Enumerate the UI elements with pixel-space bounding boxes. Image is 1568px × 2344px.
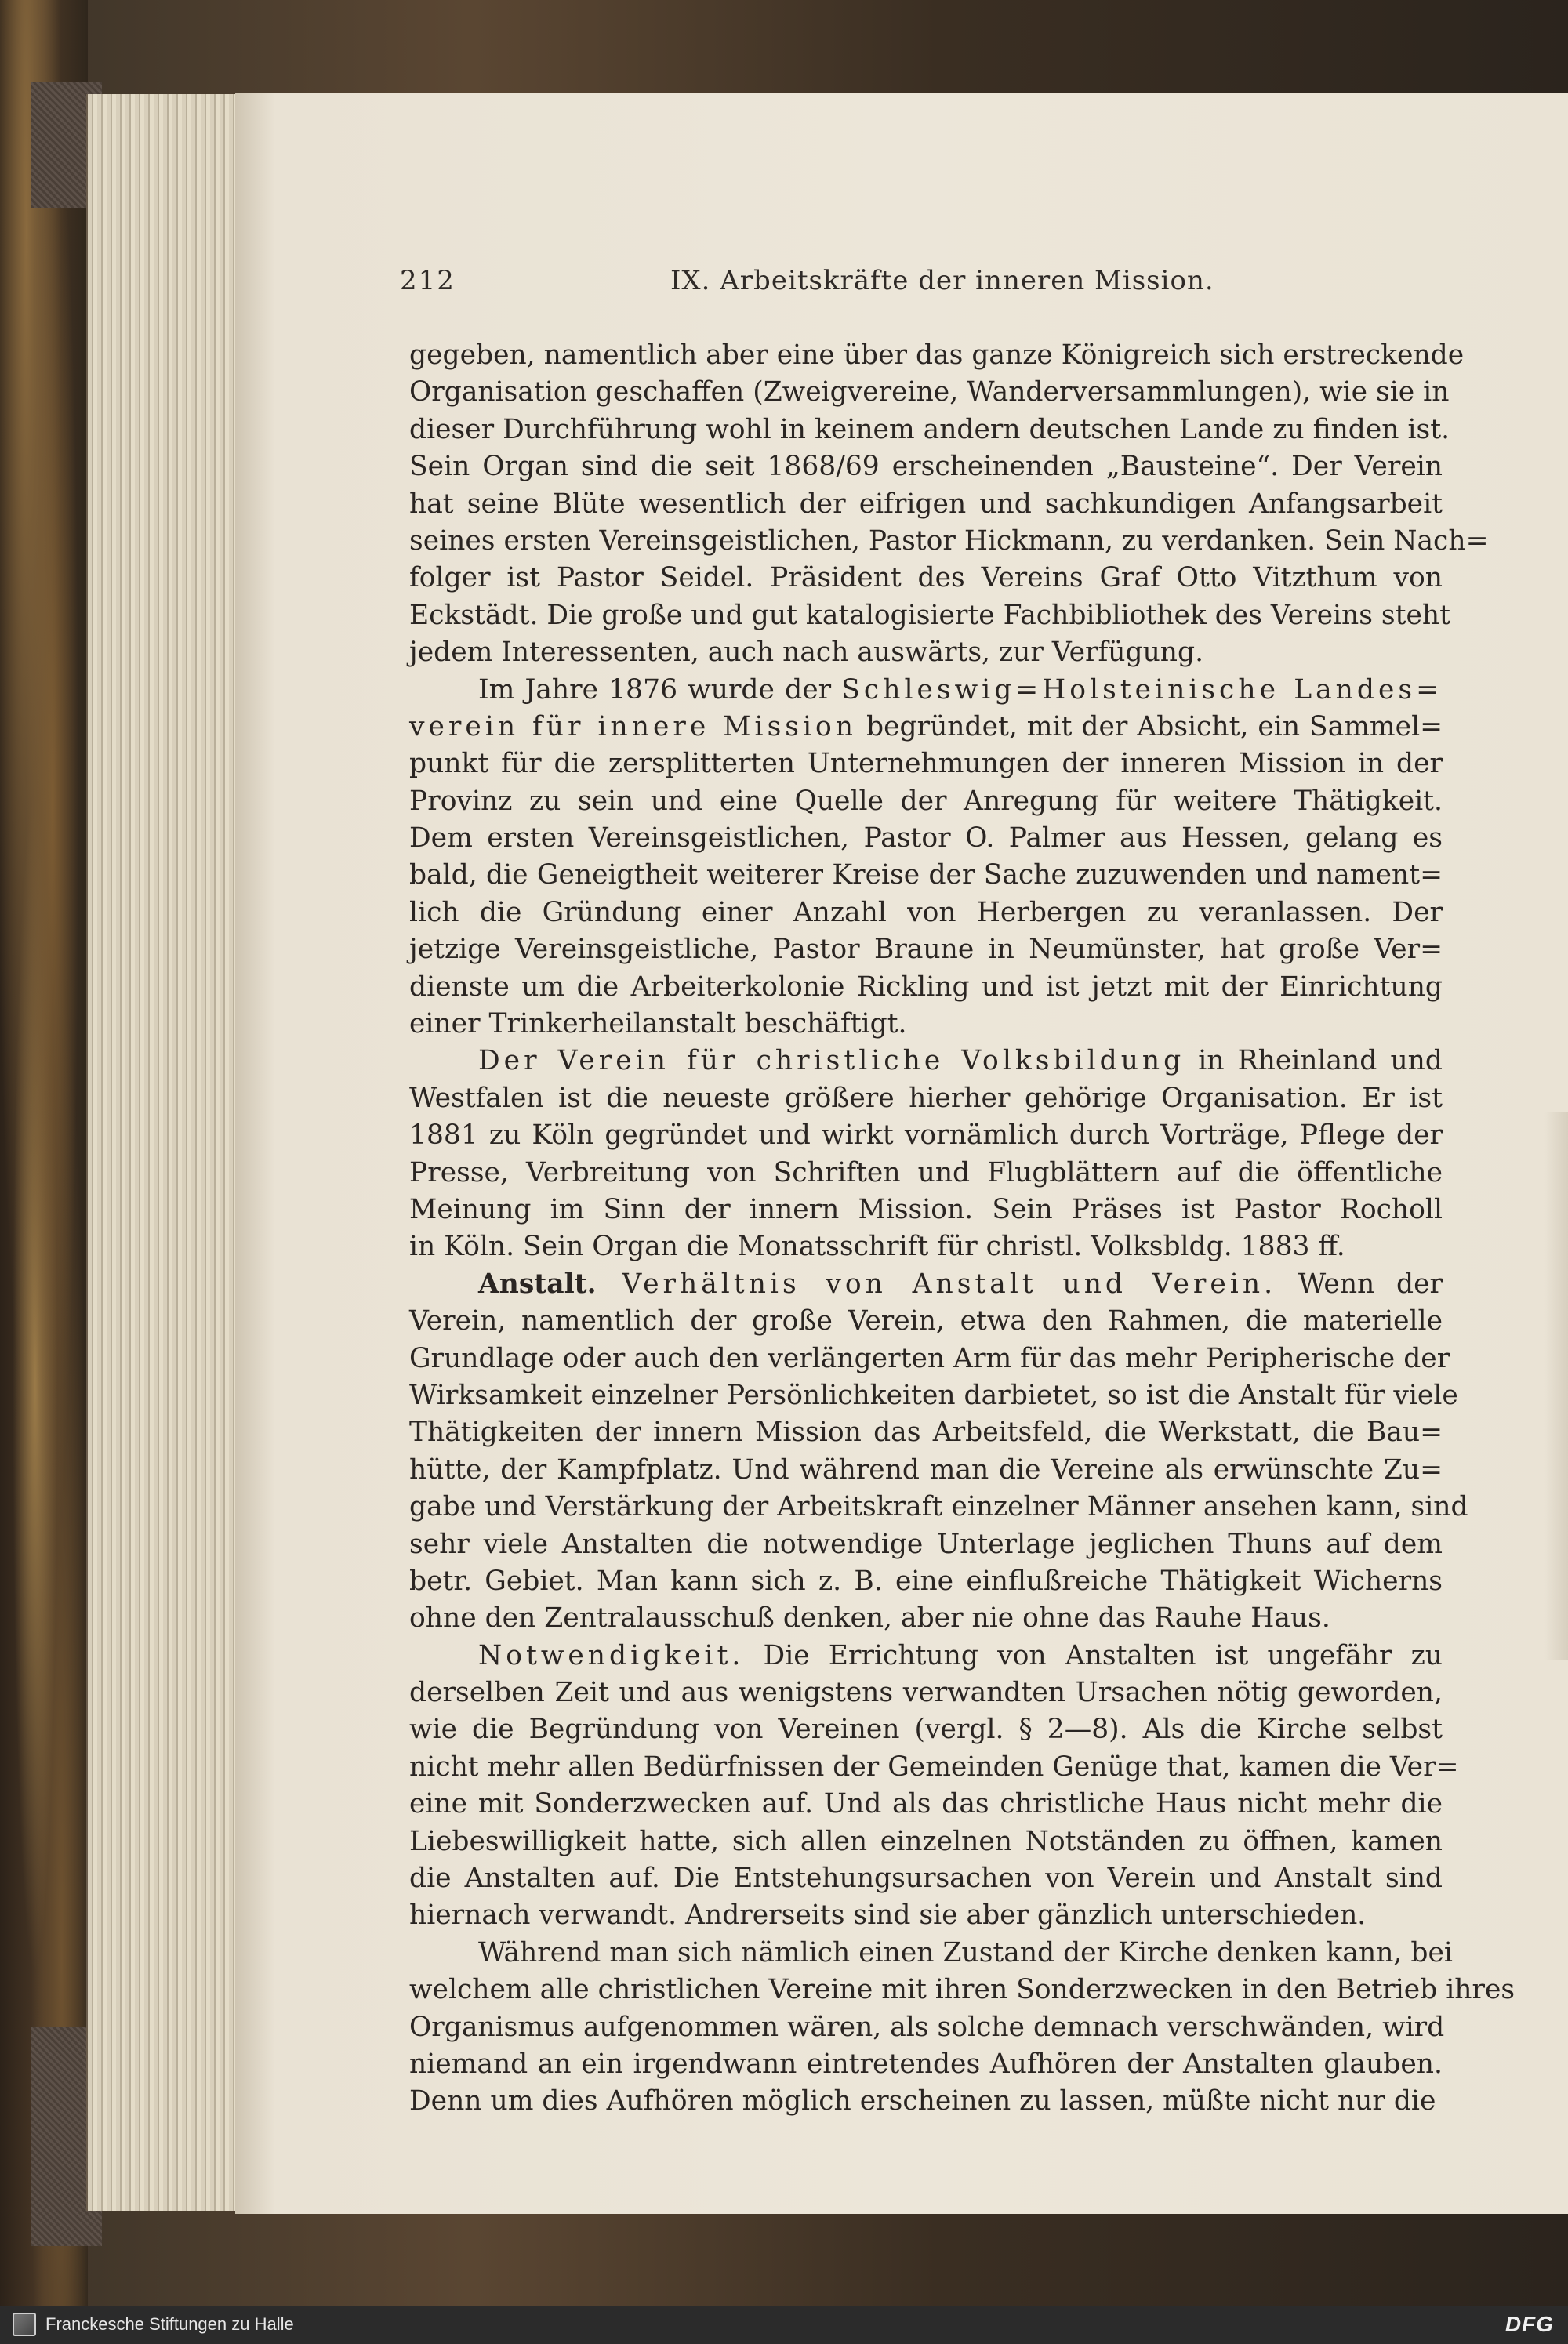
line-text: Meinung im Sinn der innern Mission. Sein Präses ist Pastor Rocholl xyxy=(409,1193,1443,1225)
text-line xyxy=(409,1786,1443,1823)
line-text: gegeben, namentlich aber eine über das ganze Königreich sich erstreckende xyxy=(409,339,1465,371)
line-text: begründet, mit der Absicht, ein Sammel= xyxy=(857,710,1443,742)
line-text: Während man sich nämlich einen Zustand der Kirche denken kann, bei xyxy=(478,1936,1453,1968)
text-line xyxy=(409,2009,1443,2046)
line-text: bald, die Geneigtheit weiterer Kreise der Sache zuzuwenden und nament= xyxy=(409,859,1443,891)
line-text: Westfalen ist die neueste größere hierher gehörige Organisation. Er ist xyxy=(409,1082,1443,1114)
page-stack-edge xyxy=(86,94,245,2211)
line-text: gabe und Verstärkung der Arbeitskraft einzelner Männer ansehen kann, sind xyxy=(409,1491,1468,1523)
text-line xyxy=(409,1341,1450,1377)
text-line xyxy=(409,783,1443,820)
text-line xyxy=(409,1972,1515,2008)
text-line xyxy=(409,1600,1443,1637)
text-line xyxy=(409,1452,1443,1489)
running-title: IX. Arbeitskräfte der inneren Mission. xyxy=(670,265,1214,296)
text-line xyxy=(409,1563,1443,1600)
text-line xyxy=(409,1266,1443,1303)
line-text: 1881 zu Köln gegründet und wirkt vornämlich durch Vorträge, Pflege der xyxy=(409,1119,1443,1152)
line-text: hütte, der Kampfplatz. Und während man die Vereine als erwünschte Zu= xyxy=(409,1453,1443,1486)
text-line xyxy=(409,1303,1443,1340)
text-line xyxy=(409,857,1443,894)
line-text: hiernach verwandt. Andrerseits sind sie aber gänzlich unterschieden. xyxy=(409,1900,1367,1932)
footer-institution: Franckesche Stiftungen zu Halle xyxy=(45,2314,294,2334)
text-line xyxy=(409,1711,1443,1748)
line-text: Wenn der xyxy=(1276,1268,1443,1300)
section-heading: Anstalt. xyxy=(478,1268,597,1300)
spaced-emphasis: verein für innere Mission xyxy=(409,710,858,742)
text-line xyxy=(409,672,1443,709)
text-line xyxy=(409,969,1443,1006)
line-text: Organismus aufgenommen wären, als solche demnach verschwänden, wird xyxy=(409,2011,1445,2043)
body-text xyxy=(409,337,1515,2121)
line-text: Wirksamkeit einzelner Persönlichkeiten darbietet, so ist die Anstalt für viele xyxy=(409,1379,1458,1411)
text-line xyxy=(409,1228,1443,1265)
line-text: eine mit Sonderzwecken auf. Und als das christliche Haus nicht mehr die xyxy=(409,1788,1443,1820)
line-text: Verein, namentlich der große Verein, etwa den Rahmen, die materielle xyxy=(409,1305,1443,1337)
line-text: punkt für die zersplitterten Unternehmungen der inneren Mission in der xyxy=(409,748,1443,780)
line-text: hat seine Blüte wesentlich der eifrigen und sachkundigen Anfangsarbeit xyxy=(409,488,1443,520)
spaced-emphasis: Schleswig=Holsteinische Landes= xyxy=(841,673,1443,706)
line-text: die Anstalten auf. Die Entstehungsursachen von Verein und Anstalt sind xyxy=(409,1863,1443,1895)
text-line xyxy=(409,820,1443,857)
spaced-emphasis: Der Verein für christliche Volksbildung xyxy=(478,1045,1185,1077)
line-text: in Rheinland und xyxy=(1185,1045,1443,1077)
text-line xyxy=(409,412,1450,448)
text-line xyxy=(409,1749,1459,1786)
line-text: wie die Begründung von Vereinen (vergl. § 2—8). Als die Kirche selbst xyxy=(409,1714,1443,1746)
line-text: Eckstädt. Die große und gut katalogisierte Fachbibliothek des Vereins steht xyxy=(409,599,1450,631)
text-line xyxy=(409,1526,1443,1563)
line-text: Denn um dies Aufhören möglich erscheinen zu lassen, müßte nicht nur die xyxy=(409,2085,1436,2117)
footer-brand-logo: DFG xyxy=(1504,2312,1554,2336)
line-text: niemand an ein irgendwann eintretendes Aufhören der Anstalten glauben. xyxy=(409,2048,1443,2080)
line-text: Sein Organ sind die seit 1868/69 erscheinenden „Bausteine“. Der Verein xyxy=(409,451,1443,483)
text-line xyxy=(409,374,1450,411)
spaced-emphasis: Notwendigkeit. xyxy=(478,1639,745,1671)
text-line xyxy=(409,1823,1443,1860)
text-line xyxy=(409,1860,1443,1897)
line-text: Provinz zu sein und eine Quelle der Anregung für weitere Thätigkeit. xyxy=(409,785,1443,817)
text-line xyxy=(409,1414,1443,1451)
text-line xyxy=(409,486,1443,523)
line-text: Presse, Verbreitung von Schriften und Flugblättern auf die öffentliche xyxy=(409,1156,1443,1188)
page-edge-shadow xyxy=(1544,1112,1568,1660)
text-line xyxy=(409,1043,1443,1079)
line-text: seines ersten Vereinsgeistlichen, Pastor Hickmann, zu verdanken. Sein Nach= xyxy=(409,524,1489,557)
line-text: jedem Interessenten, auch nach auswärts, zur Verfügung. xyxy=(409,637,1204,669)
text-line xyxy=(409,1489,1468,1526)
line-text: Organisation geschaffen (Zweigvereine, Wanderversammlungen), wie sie in xyxy=(409,376,1450,408)
text-line xyxy=(409,2083,1443,2120)
spaced-emphasis: Verhältnis von Anstalt und Verein. xyxy=(596,1268,1277,1300)
text-line xyxy=(409,337,1465,374)
line-text: derselben Zeit und aus wenigstens verwandten Ursachen nötig geworden, xyxy=(409,1677,1443,1709)
line-text: folger ist Pastor Seidel. Präsident des Vereins Graf Otto Vitzthum von xyxy=(409,562,1443,594)
text-line xyxy=(409,597,1450,634)
line-text: jetzige Vereinsgeistliche, Pastor Braune in Neumünster, hat große Ver= xyxy=(409,934,1443,966)
line-text: Thätigkeiten der innern Mission das Arbeitsfeld, die Werkstatt, die Bau= xyxy=(409,1417,1443,1449)
page-number: 212 xyxy=(400,265,456,296)
line-text: in Köln. Sein Organ die Monatsschrift für christl. Volksbldg. 1883 ff. xyxy=(409,1231,1345,1263)
text-line xyxy=(409,931,1443,968)
text-line xyxy=(409,1897,1443,1934)
book-cover-edge xyxy=(0,0,88,2306)
text-line xyxy=(409,1935,1453,1972)
line-text: dienste um die Arbeiterkolonie Rickling und ist jetzt mit der Einrichtung xyxy=(409,971,1443,1003)
line-text: dieser Durchführung wohl in keinem andern deutschen Lande zu finden ist. xyxy=(409,413,1450,445)
line-text: ohne den Zentralausschuß denken, aber nie ohne das Rauhe Haus. xyxy=(409,1602,1330,1635)
text-line xyxy=(409,1192,1443,1228)
line-text: Grundlage oder auch den verlängerten Arm für das mehr Peripherische der xyxy=(409,1342,1450,1374)
text-line xyxy=(409,1675,1443,1711)
text-line xyxy=(409,894,1443,931)
line-text: einer Trinkerheilanstalt beschäftigt. xyxy=(409,1008,907,1040)
running-head xyxy=(400,265,1450,304)
text-line xyxy=(409,523,1489,560)
text-line xyxy=(409,560,1443,597)
line-text: Dem ersten Vereinsgeistlichen, Pastor O. Palmer aus Hessen, gelang es xyxy=(409,822,1443,855)
text-line xyxy=(409,1377,1458,1414)
text-line xyxy=(409,1638,1443,1675)
text-line xyxy=(409,709,1443,746)
line-text: welchem alle christlichen Vereine mit ihren Sonderzwecken in den Betrieb ihres xyxy=(409,1974,1515,2006)
line-text: Liebeswilligkeit hatte, sich allen einzelnen Notständen zu öffnen, kamen xyxy=(409,1825,1443,1857)
text-line xyxy=(409,634,1443,671)
line-text: nicht mehr allen Bedürfnissen der Gemeinden Genüge that, kamen die Ver= xyxy=(409,1751,1459,1783)
text-line xyxy=(409,1117,1443,1154)
institution-logo-icon xyxy=(13,2313,36,2336)
text-line xyxy=(409,1155,1443,1192)
line-text: betr. Gebiet. Man kann sich z. B. eine einflußreiche Thätigkeit Wicherns xyxy=(409,1565,1443,1597)
line-text: Die Errichtung von Anstalten ist ungefähr zu xyxy=(744,1639,1443,1671)
line-text: sehr viele Anstalten die notwendige Unterlage jeglichen Thuns auf dem xyxy=(409,1528,1443,1560)
line-text: Im Jahre 1876 wurde der xyxy=(478,673,842,706)
text-line xyxy=(409,746,1443,782)
text-line xyxy=(409,1006,1443,1043)
text-line xyxy=(409,448,1443,485)
text-line xyxy=(409,2046,1443,2083)
text-line xyxy=(409,1080,1443,1117)
line-text: lich die Gründung einer Anzahl von Herbergen zu veranlassen. Der xyxy=(409,896,1443,928)
